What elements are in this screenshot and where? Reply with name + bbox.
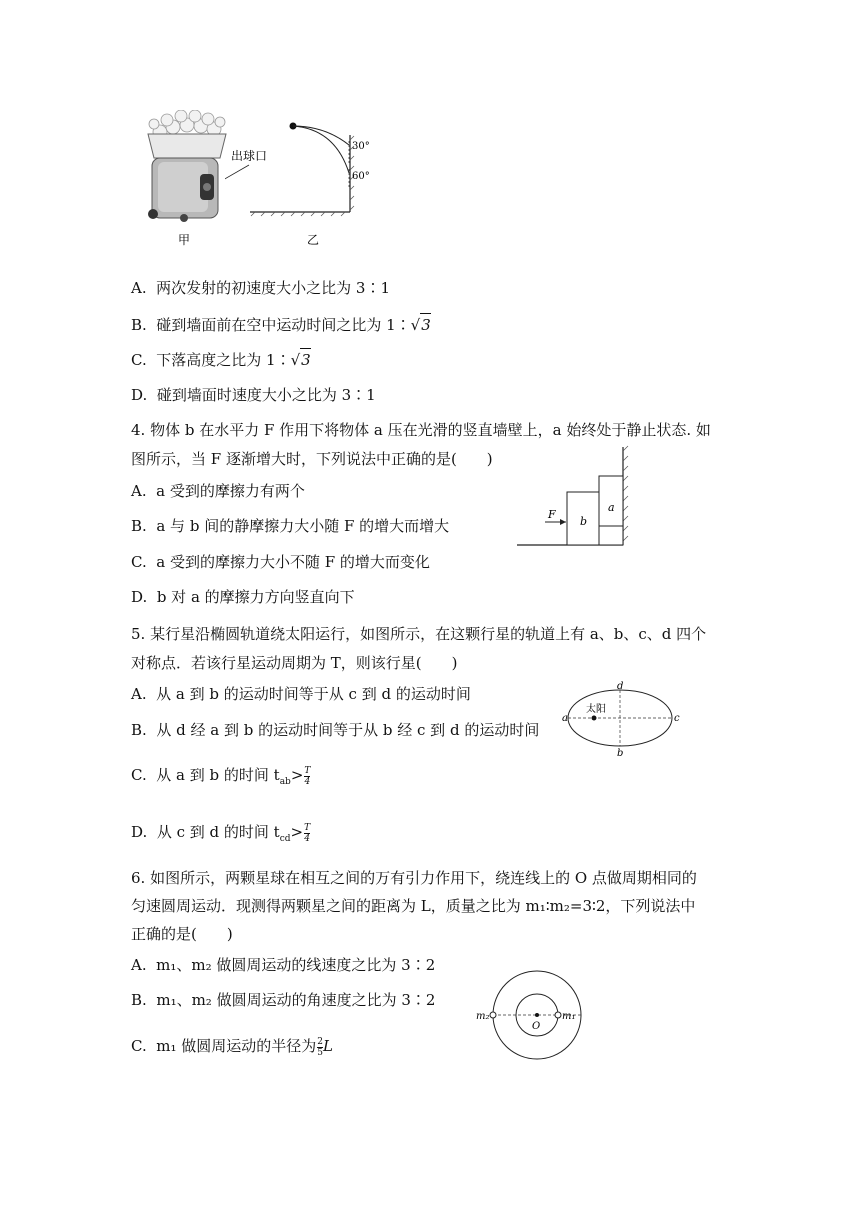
q5-option-a[interactable]: A. 从 a 到 b 的运动时间等于从 c 到 d 的运动时间 xyxy=(131,685,471,703)
q3-option-b[interactable]: B. 碰到墙面前在空中运动时间之比为 1∶√3 xyxy=(131,313,431,336)
trajectory-figure xyxy=(225,115,385,250)
point-a-label: a xyxy=(562,713,568,724)
q5-stem-line2: 对称点．若该行星运动周期为 T，则该行星( ) xyxy=(131,654,458,672)
q5-stem-line1: 5. 某行星沿椭圆轨道绕太阳运行，如图所示，在这颗行星的轨道上有 a、b、c、d 四个 xyxy=(131,625,707,643)
q5-option-d[interactable]: D. 从 c 到 d 的时间 $t_{cd}>$ $\frac{T}{4}$ xyxy=(131,822,311,844)
q6-option-c[interactable]: C. m₁ 做圆周运动的半径为 $\frac{2}{5}$ L xyxy=(131,1036,333,1058)
angle-30-label: 30° xyxy=(352,141,370,152)
q5-orbit-figure xyxy=(560,680,685,760)
force-label: F xyxy=(548,508,556,521)
q6-stem-line2: 匀速圆周运动．现测得两颗星之间的距离为 L，质量之比为 m₁∶m₂=3∶2，下列说法中 xyxy=(131,897,696,915)
outlet-label: 出球口 xyxy=(231,149,268,163)
caption-left: 甲 xyxy=(177,233,191,247)
q4-blocks-figure xyxy=(515,445,635,550)
sqrt-sign: √ xyxy=(290,351,301,369)
q6-stem-line1: 6. 如图所示，两颗星球在相互之间的万有引力作用下，绕连线上的 O 点做周期相同的 xyxy=(131,869,697,887)
q4-option-c[interactable]: C. a 受到的摩擦力大小不随 F 的增大而变化 xyxy=(131,553,430,571)
q3-option-a[interactable]: A. 两次发射的初速度大小之比为 3∶1 xyxy=(131,279,391,297)
q6-binary-star-figure xyxy=(475,968,590,1063)
q5-option-b[interactable]: B. 从 d 经 a 到 b 的运动时间等于从 b 经 c 到 d 的运动时间 xyxy=(131,721,540,739)
fraction-t-over-4: $\frac{T}{4}$ xyxy=(304,765,311,787)
q3-option-d[interactable]: D. 碰到墙面时速度大小之比为 3∶1 xyxy=(131,386,376,404)
q5-option-c[interactable]: C. 从 a 到 b 的时间 $t_{ab}>$ $\frac{T}{4}$ xyxy=(131,765,311,787)
q6-stem-line3: 正确的是( ) xyxy=(131,925,233,943)
q4-stem-line2: 图所示，当 F 逐渐增大时，下列说法中正确的是( ) xyxy=(131,450,493,468)
point-c-label: c xyxy=(674,713,680,724)
q6-option-b[interactable]: B. m₁、m₂ 做圆周运动的角速度之比为 3∶2 xyxy=(131,991,436,1009)
mass1-label: m₁ xyxy=(562,1011,576,1022)
q3-option-c[interactable]: C. 下落高度之比为 1∶√3 xyxy=(131,348,311,371)
block-a-label: a xyxy=(608,501,615,514)
center-o-label: O xyxy=(532,1021,541,1032)
sun-label: 太阳 xyxy=(586,704,606,715)
block-b-label: b xyxy=(580,515,588,528)
q4-option-a[interactable]: A. a 受到的摩擦力有两个 xyxy=(131,482,305,500)
point-b-label: b xyxy=(617,748,624,759)
angle-60-label: 60° xyxy=(352,171,370,182)
caption-right: 乙 xyxy=(306,233,320,247)
mass2-label: m₂ xyxy=(476,1011,490,1022)
q4-option-d[interactable]: D. b 对 a 的摩擦力方向竖直向下 xyxy=(131,588,355,606)
fraction-2-over-5: $\frac{2}{5}$ xyxy=(317,1036,324,1058)
sqrt-sign: √ xyxy=(410,316,421,334)
fraction-t-over-4: $\frac{T}{4}$ xyxy=(304,822,311,844)
q6-option-a[interactable]: A. m₁、m₂ 做圆周运动的线速度之比为 3∶2 xyxy=(131,956,436,974)
point-d-label: d xyxy=(617,681,624,692)
q4-stem-line1: 4. 物体 b 在水平力 F 作用下将物体 a 压在光滑的竖直墙壁上，a 始终处于静止状态. 如 xyxy=(131,421,711,439)
q4-option-b[interactable]: B. a 与 b 间的静摩擦力大小随 F 的增大而增大 xyxy=(131,517,450,535)
